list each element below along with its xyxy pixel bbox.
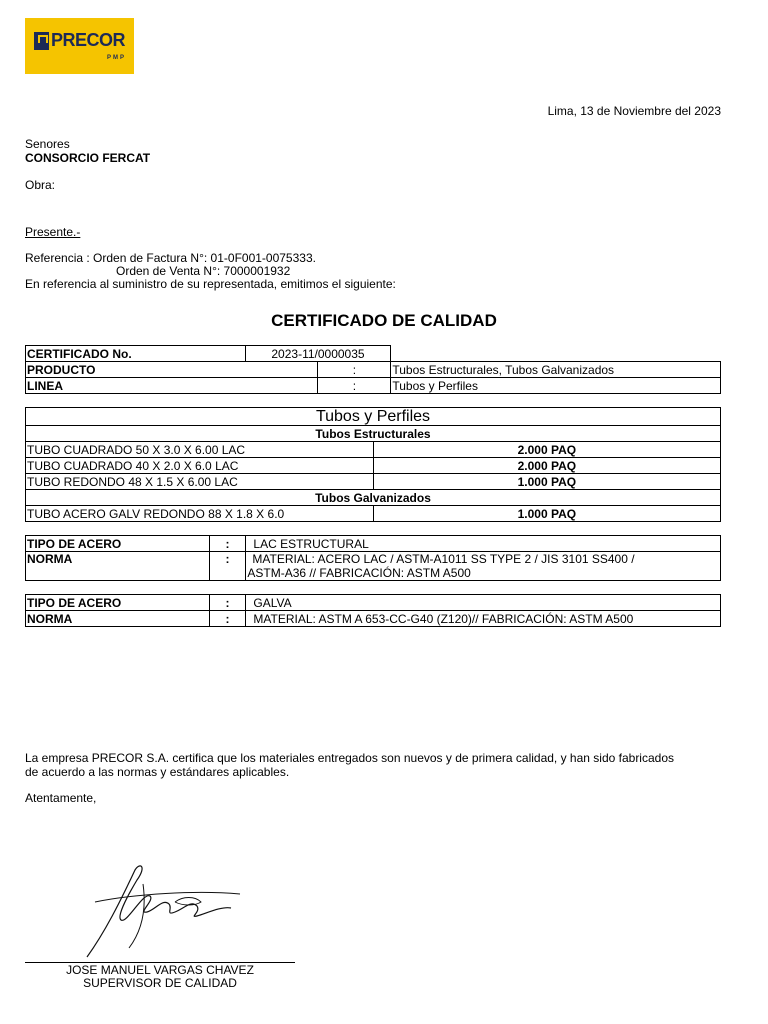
reference-line-1: Referencia : Orden de Factura N°: 01-0F001-0075333. (25, 251, 316, 265)
item-description: TUBO ACERO GALV REDONDO 88 X 1.8 X 6.0 (26, 506, 374, 522)
steel-type-label: TIPO DE ACERO (26, 595, 210, 611)
table-row (26, 442, 721, 458)
item-quantity: 2.000 PAQ (373, 458, 720, 474)
logo-subtitle: PMP (106, 55, 126, 61)
norm-label: NORMA (26, 552, 210, 581)
group-structural-heading: Tubos Estructurales (26, 426, 721, 442)
items-table (25, 407, 721, 522)
product-colon: : (318, 362, 391, 378)
presente-text: Presente.- (25, 225, 81, 239)
line-colon: : (318, 378, 391, 394)
certificate-info-table (25, 345, 721, 394)
norm-value: MATERIAL: ASTM A 653-CC-G40 (Z120)// FABRICACIÓN: ASTM A500 (246, 611, 721, 627)
logo-mark-icon (34, 32, 49, 50)
norm-value (246, 552, 721, 581)
cert-number-label: CERTIFICADO No. (26, 346, 246, 362)
item-description: TUBO REDONDO 48 X 1.5 X 6.00 LAC (26, 474, 374, 490)
spec-table-lac (25, 535, 721, 581)
logo-name: PRECOR (51, 30, 126, 50)
item-quantity: 1.000 PAQ (373, 474, 720, 490)
recipient-company: CONSORCIO FERCAT (25, 151, 151, 165)
obra-label: Obra: (25, 178, 56, 192)
steel-type-value: GALVA (246, 595, 721, 611)
norm-colon: : (209, 552, 246, 581)
reference-line-3: En referencia al suministro de su representada, emitimos el siguiente: (25, 277, 396, 291)
norm-label: NORMA (26, 611, 210, 627)
product-label: PRODUCTO (26, 362, 318, 378)
cert-number-value: 2023-11/0000035 (245, 346, 391, 362)
group-galvanized-heading: Tubos Galvanizados (26, 490, 721, 506)
salutation: Senores (25, 137, 70, 151)
steel-type-label: TIPO DE ACERO (26, 536, 210, 552)
document-title: CERTIFICADO DE CALIDAD (271, 311, 497, 330)
steel-type-value: LAC ESTRUCTURAL (246, 536, 721, 552)
norm-colon: : (209, 611, 246, 627)
item-description: TUBO CUADRADO 50 X 3.0 X 6.00 LAC (26, 442, 374, 458)
steel-type-colon: : (209, 595, 246, 611)
closing-regards: Atentamente, (25, 791, 97, 805)
company-logo (25, 18, 134, 74)
steel-type-colon: : (209, 536, 246, 552)
item-quantity: 1.000 PAQ (373, 506, 720, 522)
closing-line-1: La empresa PRECOR S.A. certifica que los materiales entregados son nuevos y de primera calidad, y han sido fabricados (25, 751, 674, 765)
item-description: TUBO CUADRADO 40 X 2.0 X 6.0 LAC (26, 458, 374, 474)
closing-line-2: de acuerdo a las normas y estándares aplicables. (25, 765, 290, 779)
place-date: Lima, 13 de Noviembre del 2023 (547, 104, 721, 118)
product-value: Tubos Estructurales, Tubos Galvanizados (391, 362, 721, 378)
table-row (26, 506, 721, 522)
norm-value-line-2: ASTM-A36 // FABRICACIÓN: ASTM A500 (247, 566, 471, 580)
handwritten-signature (25, 862, 295, 962)
signatory-name: JOSE MANUEL VARGAS CHAVEZ (66, 963, 254, 977)
spec-table-galva (25, 594, 721, 627)
line-value: Tubos y Perfiles (391, 378, 721, 394)
table-row (26, 474, 721, 490)
items-heading: Tubos y Perfiles (26, 408, 721, 426)
table-row (26, 458, 721, 474)
line-label: LINEA (26, 378, 318, 394)
item-quantity: 2.000 PAQ (373, 442, 720, 458)
norm-value-line-1: MATERIAL: ACERO LAC / ASTM-A1011 SS TYPE 2 / JIS 3101 SS400 / (252, 552, 635, 566)
reference-line-2: Orden de Venta N°: 7000001932 (116, 264, 291, 278)
signatory-role: SUPERVISOR DE CALIDAD (83, 976, 237, 990)
